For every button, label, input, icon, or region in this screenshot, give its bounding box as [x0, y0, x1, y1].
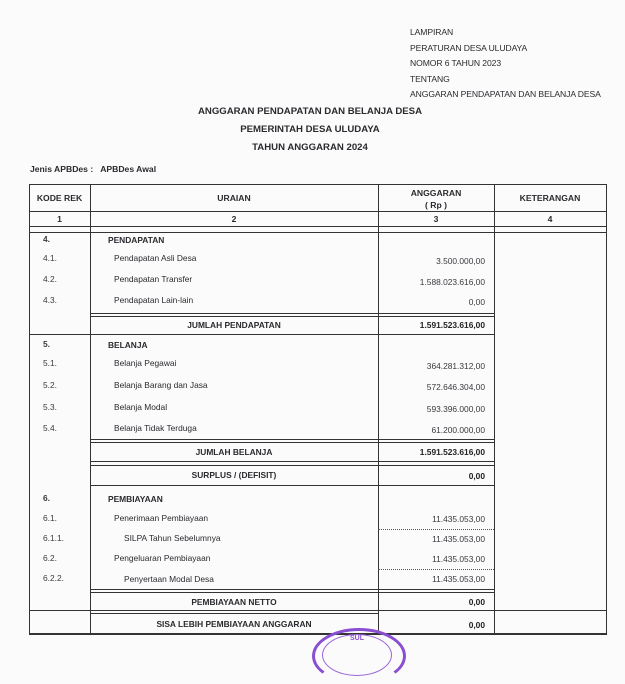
row-code: 4.1. [43, 253, 57, 263]
row-value: 3.500.000,00 [436, 256, 485, 266]
section-pembiayaan: PEMBIAYAAN [108, 494, 163, 504]
header-uraian: URAIAN [217, 193, 251, 203]
row-code: 5. [43, 339, 50, 349]
line [29, 334, 494, 335]
jumlah-belanja-label: JUMLAH BELANJA [195, 447, 273, 457]
col-divider-2 [378, 184, 379, 634]
row-code: 5.2. [43, 380, 57, 390]
header-anggaran-unit: ( Rp ) [425, 200, 447, 210]
line [90, 465, 494, 466]
line [90, 613, 378, 614]
lampiran-line: PERATURAN DESA ULUDAYA [410, 42, 528, 53]
row-label: Pengeluaran Pembiayaan [114, 553, 211, 563]
stamp-text: SUL [350, 635, 364, 642]
row-label: SILPA Tahun Sebelumnya [124, 533, 221, 543]
title-line-2: PEMERINTAH DESA ULUDAYA [240, 124, 380, 135]
row-code: 6.2. [43, 553, 57, 563]
col-divider-1 [90, 184, 91, 634]
lampiran-line: TENTANG [410, 73, 450, 84]
row-code: 5.1. [43, 358, 57, 368]
row-value: 11.435.053,00 [432, 574, 485, 584]
lampiran-line: ANGGARAN PENDAPATAN DAN BELANJA DESA [410, 89, 601, 100]
title-line-1: ANGGARAN PENDAPATAN DAN BELANJA DESA [197, 106, 423, 117]
row-label: Pendapatan Asli Desa [114, 253, 197, 263]
lampiran-line: LAMPIRAN [410, 27, 454, 37]
row-code: 6.1.1. [43, 533, 64, 543]
colnum-divider [29, 226, 607, 227]
row-value: 11.435.053,00 [432, 534, 485, 544]
header-keterangan: KETERANGAN [519, 193, 581, 203]
row-label: Penerimaan Pembiayaan [114, 513, 209, 523]
row-code: 5.3. [43, 402, 57, 412]
line [29, 610, 607, 611]
dotted-line [378, 529, 494, 530]
section-pendapatan: PENDAPATAN [108, 235, 165, 245]
row-code: 6. [43, 493, 50, 503]
pembiayaan-netto-value: 0,00 [468, 597, 485, 607]
pembiayaan-netto-label: PEMBIAYAAN NETTO [191, 597, 277, 607]
line [90, 442, 494, 443]
line [90, 313, 494, 314]
row-value: 61.200.000,00 [431, 425, 485, 435]
row-value: 572.646.304,00 [426, 382, 485, 392]
line [90, 461, 494, 462]
table-border-bottom [29, 633, 607, 635]
jumlah-belanja-value: 1.591.523.616,00 [419, 447, 485, 457]
body-top [29, 232, 607, 233]
row-code: 6.2.2. [43, 573, 64, 583]
title-line-3: TAHUN ANGGARAN 2024 [252, 142, 368, 153]
jenis-label: Jenis APBDes : [30, 164, 94, 174]
line [90, 485, 494, 486]
table-border-left [29, 184, 30, 634]
row-value: 364.281.312,00 [426, 361, 485, 371]
row-value: 0,00 [468, 297, 485, 307]
jenis-apbdes [30, 164, 156, 174]
row-code: 4.2. [43, 274, 57, 284]
line [90, 589, 494, 590]
lampiran-block [410, 25, 601, 103]
row-label: Belanja Modal [114, 402, 168, 412]
row-label: Pendapatan Transfer [114, 274, 193, 284]
row-code: 6.1. [43, 513, 57, 523]
row-value: 1.588.023.616,00 [419, 277, 485, 287]
row-value: 11.435.053,00 [432, 554, 485, 564]
line [90, 592, 494, 593]
row-label: Belanja Pegawai [114, 358, 177, 368]
row-label: Belanja Tidak Terduga [114, 423, 197, 433]
row-label: Penyertaan Modal Desa [124, 574, 214, 584]
table-border-right [606, 184, 607, 634]
lampiran-line: NOMOR 6 TAHUN 2023 [410, 58, 502, 69]
surplus-value: 0,00 [468, 471, 485, 481]
row-value: 593.396.000,00 [426, 404, 485, 414]
row-code: 4.3. [43, 295, 57, 305]
row-code: 4. [43, 234, 50, 244]
col-number-4: 4 [547, 214, 553, 224]
jumlah-pendapatan-label: JUMLAH PENDAPATAN [187, 320, 281, 330]
header-anggaran: ANGGARAN [410, 188, 462, 198]
line [90, 316, 494, 317]
document-title [150, 103, 470, 157]
row-value: 11.435.053,00 [432, 514, 485, 524]
row-code: 5.4. [43, 423, 57, 433]
row-label: Pendapatan Lain-lain [114, 295, 194, 305]
jumlah-pendapatan-value: 1.591.523.616,00 [419, 320, 485, 330]
dotted-line [378, 569, 494, 570]
surplus-label: SURPLUS / (DEFISIT) [191, 470, 277, 480]
silpa-value: 0,00 [468, 620, 485, 630]
table-border-top [29, 184, 607, 185]
jenis-value: APBDes Awal [100, 164, 157, 174]
col-number-2: 2 [231, 214, 237, 224]
col-number-3: 3 [433, 214, 439, 224]
header-kode-rek: KODE REK [36, 193, 83, 203]
row-label: Belanja Barang dan Jasa [114, 380, 208, 390]
line [90, 439, 494, 440]
section-belanja: BELANJA [108, 340, 148, 350]
col-divider-3 [494, 184, 495, 634]
silpa-label: SISA LEBIH PEMBIAYAAN ANGGARAN [156, 619, 312, 629]
header-divider [29, 211, 607, 212]
col-number-1: 1 [57, 214, 62, 224]
